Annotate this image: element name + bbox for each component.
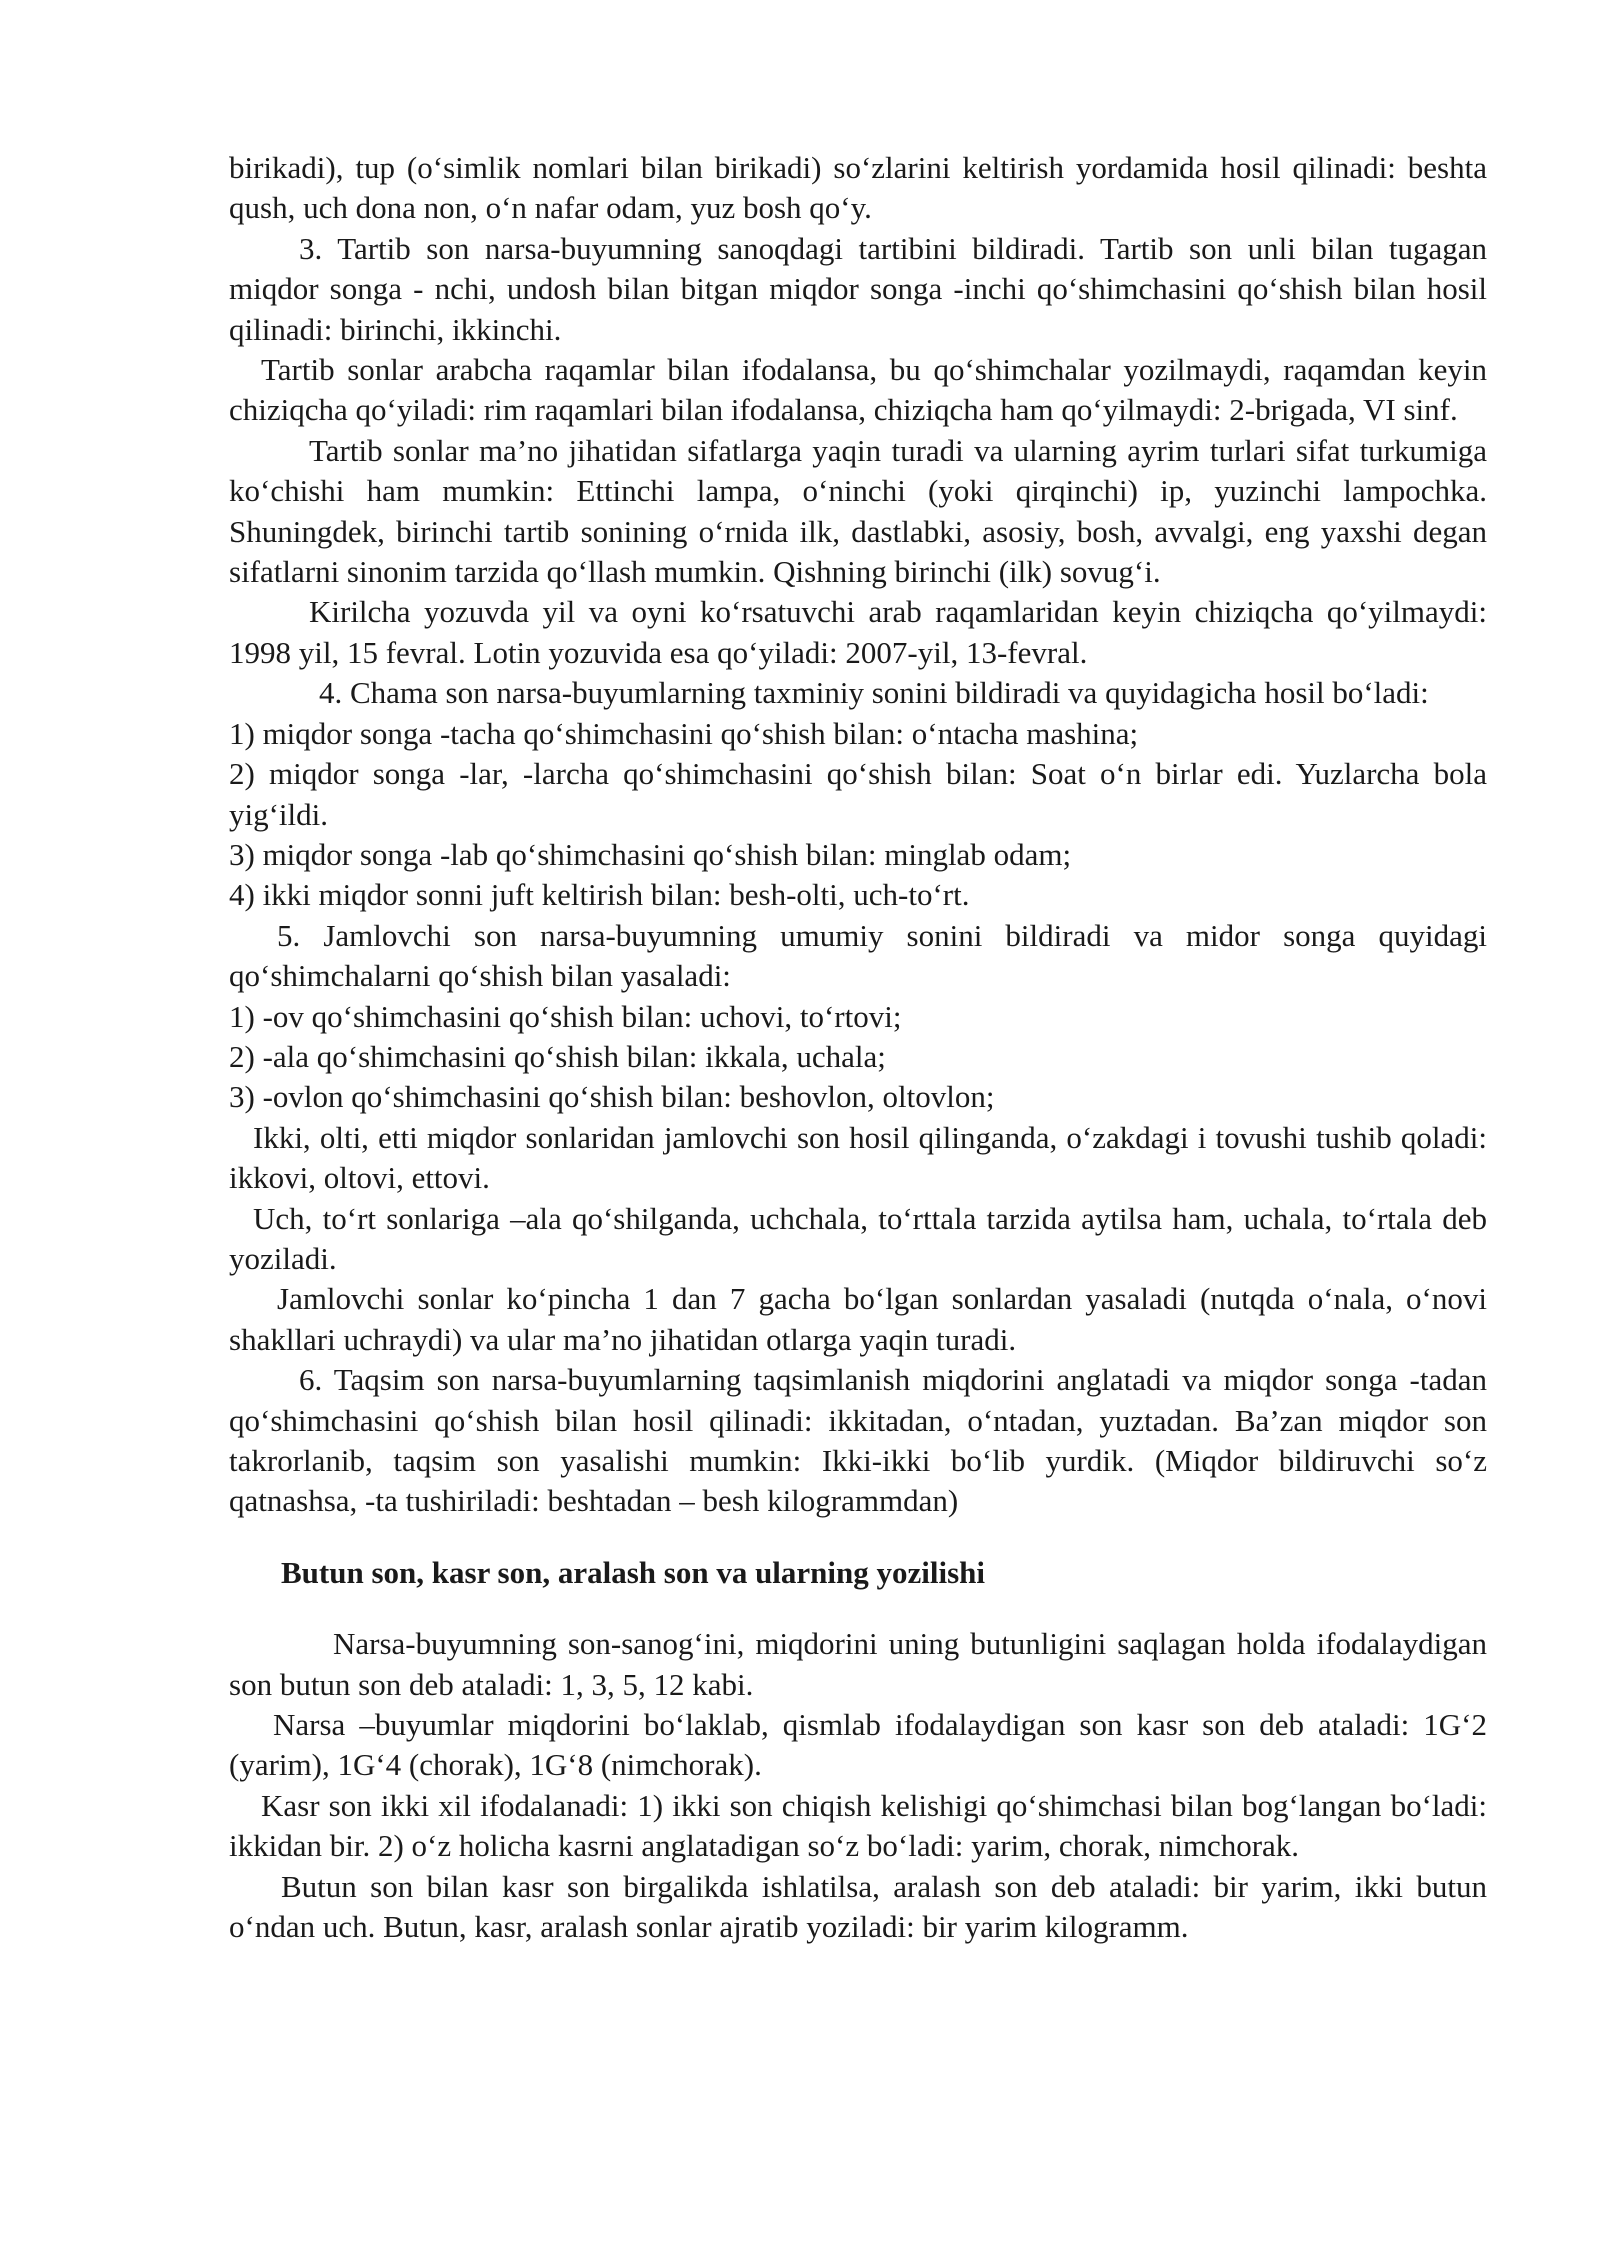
paragraph-counting-words: birikadi), tup (o‘simlik nomlari bilan birikadi) so‘zlarini keltirish yordamida hosil qilinadi: beshta qush, uch dona non, o‘n nafar odam, yuz bosh qo‘y.: [229, 150, 1487, 226]
list-item: 1) -ov qo‘shimchasini qo‘shish bilan: uchovi, to‘rtovi;: [229, 998, 902, 1034]
paragraph-fraction-forms: Kasr son ikki xil ifodalanadi: 1) ikki son chiqish kelishigi qo‘shimchasi bilan bog‘langan bo‘ladi: ikkidan bir. 2) o‘z holicha kasrni anglatadigan so‘z bo‘ladi: yarim, chorak, nimchorak.: [229, 1787, 1487, 1864]
paragraph-cyrillic-writing: Kirilcha yozuvda yil va oyni ko‘rsatuvchi arab raqamlaridan keyin chiziqcha qo‘yilmaydi: 1998 yil, 15 fevral. Lotin yozuvida esa qo‘yiladi: 2007-yil, 13-fevral.: [229, 594, 1487, 670]
paragraph-ordinal-numbers: 3. Tartib son narsa-buyumning sanoqdagi tartibini bildiradi. Tartib son unli bilan tugagan miqdor songa - nchi, undosh bilan bitgan miqdor songa -inchi qo‘shimchasini qo‘shish bilan hosil qilinadi: birinchi, ikkinchi.: [229, 230, 1487, 347]
paragraph-ordinal-arabic-digits: Tartib sonlar arabcha raqamlar bilan ifodalansa, bu qo‘shimchalar yozilmaydi, raqamdan keyin chiziqcha qo‘yiladi: rim raqamlari bilan ifodalansa, chiziqcha ham qo‘yilmaydi: 2-brigada, VI sinf.: [229, 352, 1487, 428]
list-item: 3) -ovlon qo‘shimchasini qo‘shish bilan: beshovlon, oltovlon;: [229, 1079, 995, 1115]
paragraph-approximate-numbers: 4. Chama son narsa-buyumlarning taxminiy sonini bildiradi va quyidagicha hosil bo‘ladi:: [319, 675, 1429, 711]
paragraph-fractions: Narsa –buyumlar miqdorini bo‘laklab, qismlab ifodalaydigan son kasr son deb ataladi: 1G‘2 (yarim), 1G‘4 (chorak), 1G‘8 (nimchorak).: [229, 1707, 1487, 1783]
section-heading: Butun son, kasr son, aralash son va ularning yozilishi: [281, 1554, 986, 1590]
paragraph-mixed-numbers: Butun son bilan kasr son birgalikda ishlatilsa, aralash son deb ataladi: bir yarim, ikki butun o‘ndan uch. Butun, kasr, aralash sonlar ajratib yoziladi: bir yarim kilogramm.: [229, 1868, 1487, 1945]
list-item: 2) miqdor songa -lar, -larcha qo‘shimchasini qo‘shish bilan: Soat o‘n birlar edi. Yuzlarcha bola yig‘ildi.: [229, 756, 1487, 832]
paragraph-collective-usage: Jamlovchi sonlar ko‘pincha 1 dan 7 gacha bo‘lgan sonlardan yasaladi (nutqda o‘nala, o‘novi shakllari uchraydi) va ular ma’no jihatidan otlarga yaqin turadi.: [229, 1281, 1487, 1357]
list-item: 4) ikki miqdor sonni juft keltirish bilan: besh-olti, uch-to‘rt.: [229, 877, 970, 913]
paragraph-collective-vowel-drop: Ikki, olti, etti miqdor sonlaridan jamlovchi son hosil qilinganda, o‘zakdagi i tovushi tushib qoladi: ikkovi, oltovi, ettovi.: [229, 1119, 1487, 1196]
paragraph-collective-spelling: Uch, to‘rt sonlariga –ala qo‘shilganda, uchchala, to‘rttala tarzida aytilsa ham, uchala, to‘rtala deb yoziladi.: [229, 1200, 1487, 1276]
paragraph-collective-numbers: 5. Jamlovchi son narsa-buyumning umumiy sonini bildiradi va midor songa quyidagi qo‘shimchalarni qo‘shish bilan yasaladi:: [229, 917, 1487, 994]
paragraph-whole-numbers: Narsa-buyumning son-sanog‘ini, miqdorini uning butunligini saqlagan holda ifodalaydigan son butun son deb ataladi: 1, 3, 5, 12 kabi.: [229, 1626, 1487, 1702]
list-item: 1) miqdor songa -tacha qo‘shimchasini qo‘shish bilan: o‘ntacha mashina;: [229, 715, 1139, 751]
list-item: 2) -ala qo‘shimchasini qo‘shish bilan: ikkala, uchala;: [229, 1038, 886, 1074]
document-page: [229, 148, 1487, 1947]
paragraph-distributive-numbers: 6. Taqsim son narsa-buyumlarning taqsimlanish miqdorini anglatadi va miqdor songa -tadan qo‘shimchasini qo‘shish bilan hosil qilinadi: ikkitadan, o‘ntadan, yuztadan. Ba’zan miqdor son takrorlanib, taqsim son yasalishi mumkin: Ikki-ikki bo‘lib yurdik. (Miqdor bildiruvchi so‘z qatnashsa, -ta tushiriladi: beshtadan – besh kilogrammdan): [229, 1362, 1487, 1519]
list-item: 3) miqdor songa -lab qo‘shimchasini qo‘shish bilan: minglab odam;: [229, 836, 1072, 872]
paragraph-ordinal-adjectives: Tartib sonlar ma’no jihatidan sifatlarga yaqin turadi va ularning ayrim turlari sifat turkumiga ko‘chishi ham mumkin: Ettinchi lampa, o‘ninchi (yoki qirqinchi) ip, yuzinchi lampochka. Shuningdek, birinchi tartib sonining o‘rnida ilk, dastlabki, asosiy, bosh, avvalgi, eng yaxshi degan sifatlarni sinonim tarzida qo‘llash mumkin. Qishning birinchi (ilk) sovug‘i.: [229, 432, 1487, 590]
